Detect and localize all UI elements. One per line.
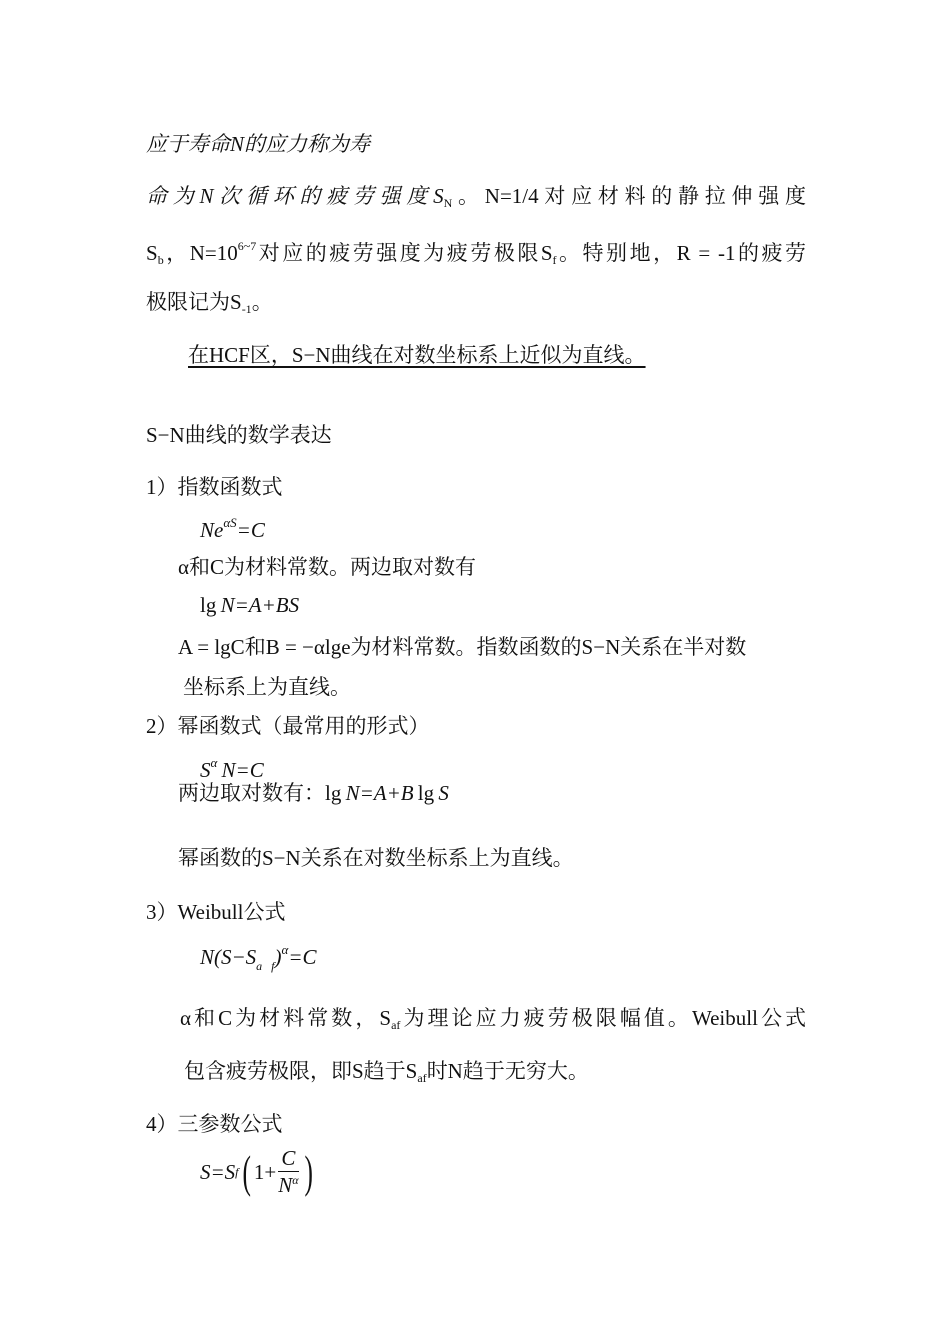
frac-num: C [278, 1148, 298, 1172]
para1-line2 [146, 186, 806, 209]
t3c: 包含疲劳极限，即S趋于S [184, 1059, 418, 1083]
para1-line3 [146, 240, 806, 266]
f4mid: N=A+B [345, 781, 414, 805]
item1-text2-line1: A = lgC和B = −αlge为材料常数。指数函数的S−N关系在半对数 [178, 635, 747, 659]
left-paren: ( [241, 1146, 251, 1197]
lg1: lg [325, 781, 342, 805]
right-paren: ) [303, 1146, 313, 1197]
f5sup: α [281, 942, 289, 957]
t3b: 为理论应力疲劳极限幅值。Weibull公式 [400, 1006, 806, 1030]
f3b: N=C [221, 758, 264, 782]
item1-text2-line2: 坐标系上为直线。 [183, 675, 351, 699]
f5sub: a f [256, 959, 275, 973]
sf-sub: f [552, 253, 557, 267]
item4-formula [200, 1148, 316, 1196]
exp-sup: 6~7 [237, 239, 257, 253]
r-text: 。特别地，R = -1的疲劳 [556, 241, 806, 265]
f1sup: αS [223, 515, 237, 530]
sub-n: N [443, 196, 453, 210]
f6a: S=S [200, 1159, 236, 1184]
n-eq: ，N=10 [163, 241, 238, 265]
item4-heading: 4）三参数公式 [146, 1112, 283, 1136]
item2-text1-line [178, 783, 449, 804]
f2rest: N=A+BS [220, 593, 300, 617]
item2-text1: 两边取对数有： [178, 781, 325, 805]
f1a: Ne [200, 518, 224, 542]
hcf-note: 在HCF区，S−N曲线在对数坐标系上近似为直线。 [188, 343, 646, 367]
item2-heading: 2）幂函数式（最常用的形式） [146, 714, 430, 738]
f5c: =C [288, 945, 317, 969]
sb: S [146, 241, 158, 265]
item3-heading: 3）Weibull公式 [146, 900, 286, 924]
item2-formula [200, 756, 264, 781]
section-title: S−N曲线的数学表达 [146, 423, 332, 447]
saf-sub: af [391, 1018, 401, 1032]
item3-formula [200, 943, 317, 972]
f5a: N(S−S [200, 945, 257, 969]
fraction [278, 1148, 298, 1196]
t3d: 时N趋于无穷大。 [426, 1059, 589, 1083]
item1-heading: 1）指数函数式 [146, 475, 283, 499]
item2-formula2 [325, 781, 449, 805]
period: 。 [251, 290, 273, 314]
para1-line2-rest: 。N=1/4对应材料的静拉伸强度 [452, 184, 806, 208]
f6sub: f [235, 1165, 239, 1179]
f3sup: α [210, 755, 218, 770]
para1-line1: 应于寿命N的应力称为寿 [146, 132, 371, 156]
frac-den [278, 1172, 298, 1196]
sb-sub: b [157, 253, 164, 267]
lg: lg [200, 593, 217, 617]
item3-text1 [180, 1008, 806, 1031]
f5b: ) [274, 945, 282, 969]
item1-text1: α和C为材料常数。两边取对数有 [178, 555, 477, 579]
f1b: =C [236, 518, 265, 542]
s-1: 极限记为S [146, 290, 242, 314]
f3a: S [200, 758, 211, 782]
frac-den-n: N [278, 1173, 293, 1197]
f4end: S [438, 781, 449, 805]
frac-den-sup: α [292, 1173, 299, 1187]
saf-sub2: af [417, 1071, 427, 1085]
item3-text2 [184, 1061, 589, 1084]
f6one: 1+ [253, 1159, 277, 1184]
t3a: α和C为材料常数，S [180, 1006, 392, 1030]
item1-formula [200, 516, 265, 541]
fatigue-limit-text: 对应的疲劳强度为疲劳极限S [256, 241, 553, 265]
para1-line2-italic: 命为N次循环的疲劳强度S [146, 184, 444, 208]
item2-text2: 幂函数的S−N关系在对数坐标系上为直线。 [178, 846, 574, 870]
s-1-sub: -1 [241, 302, 252, 316]
lg2: lg [417, 781, 435, 805]
item1-formula2 [200, 595, 299, 616]
para1-line4 [146, 292, 273, 315]
